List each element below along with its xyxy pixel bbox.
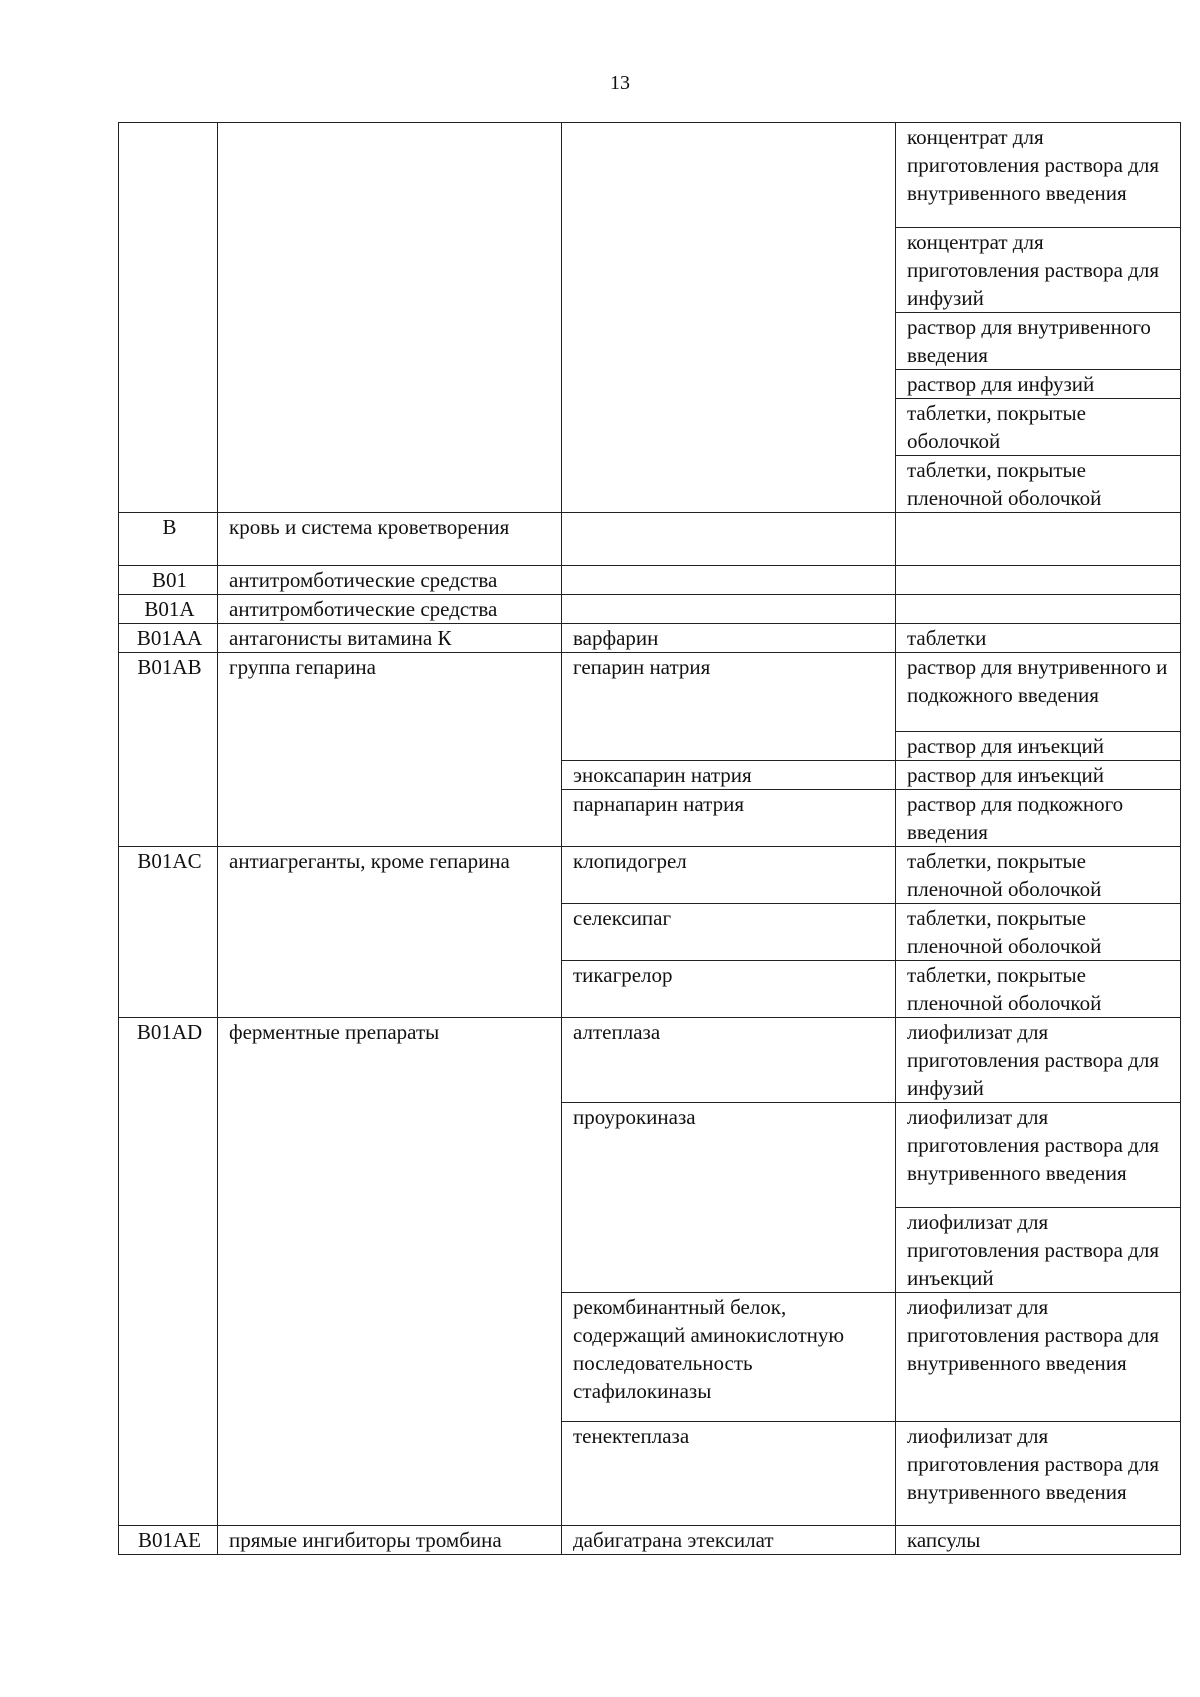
drug-name-cell bbox=[562, 513, 896, 566]
table-row bbox=[119, 1018, 1181, 1103]
dosage-form-cell: концентрат для приготовления раствора для внутривенного введения bbox=[896, 123, 1181, 228]
drug-classification-table bbox=[118, 122, 1181, 1555]
drug-name-cell: эноксапарин натрия bbox=[562, 761, 896, 790]
table-body bbox=[119, 123, 1181, 1555]
drug-name-cell: варфарин bbox=[562, 624, 896, 653]
atc-code-cell bbox=[119, 123, 218, 513]
table-row bbox=[119, 513, 1181, 566]
dosage-form-cell: таблетки, покрытые пленочной оболочкой bbox=[896, 456, 1181, 513]
drug-name-cell: дабигатрана этексилат bbox=[562, 1526, 896, 1555]
dosage-form-cell: таблетки, покрытые пленочной оболочкой bbox=[896, 961, 1181, 1018]
dosage-form-cell: таблетки, покрытые пленочной оболочкой bbox=[896, 904, 1181, 961]
atc-code-cell: B bbox=[119, 513, 218, 566]
table-row bbox=[119, 566, 1181, 595]
table-row bbox=[119, 1526, 1181, 1555]
drug-name-cell: проурокиназа bbox=[562, 1103, 896, 1293]
dosage-form-cell: лиофилизат для приготовления раствора для инъекций bbox=[896, 1208, 1181, 1293]
page-number: 13 bbox=[610, 72, 630, 94]
atc-code-cell: B01AE bbox=[119, 1526, 218, 1555]
dosage-form-cell: лиофилизат для приготовления раствора для внутривенного введения bbox=[896, 1103, 1181, 1208]
anatomical-group-cell: антитромботические средства bbox=[218, 566, 562, 595]
table-row bbox=[119, 847, 1181, 904]
atc-code-cell: B01AC bbox=[119, 847, 218, 1018]
drug-name-cell: парнапарин натрия bbox=[562, 790, 896, 847]
dosage-form-cell: концентрат для приготовления раствора для инфузий bbox=[896, 228, 1181, 313]
dosage-form-cell: раствор для инъекций bbox=[896, 761, 1181, 790]
dosage-form-cell: таблетки, покрытые оболочкой bbox=[896, 399, 1181, 456]
anatomical-group-cell: кровь и система кроветворения bbox=[218, 513, 562, 566]
table-row bbox=[119, 653, 1181, 732]
dosage-form-cell: лиофилизат для приготовления раствора для внутривенного введения bbox=[896, 1422, 1181, 1526]
dosage-form-cell: раствор для инъекций bbox=[896, 732, 1181, 761]
drug-name-cell: клопидогрел bbox=[562, 847, 896, 904]
dosage-form-cell bbox=[896, 513, 1181, 566]
drug-name-cell: гепарин натрия bbox=[562, 653, 896, 761]
dosage-form-cell: лиофилизат для приготовления раствора для внутривенного введения bbox=[896, 1293, 1181, 1422]
atc-code-cell: B01AA bbox=[119, 624, 218, 653]
atc-code-cell: B01AB bbox=[119, 653, 218, 847]
dosage-form-cell: раствор для инфузий bbox=[896, 370, 1181, 399]
dosage-form-cell: лиофилизат для приготовления раствора для инфузий bbox=[896, 1018, 1181, 1103]
drug-name-cell bbox=[562, 123, 896, 513]
dosage-form-cell: раствор для внутривенного введения bbox=[896, 313, 1181, 370]
dosage-form-cell: раствор для подкожного введения bbox=[896, 790, 1181, 847]
atc-code-cell: B01AD bbox=[119, 1018, 218, 1526]
drug-name-cell bbox=[562, 595, 896, 624]
anatomical-group-cell: группа гепарина bbox=[218, 653, 562, 847]
drug-name-cell: алтеплаза bbox=[562, 1018, 896, 1103]
anatomical-group-cell: ферментные препараты bbox=[218, 1018, 562, 1526]
anatomical-group-cell: антиагреганты, кроме гепарина bbox=[218, 847, 562, 1018]
anatomical-group-cell: антитромботические средства bbox=[218, 595, 562, 624]
drug-name-cell: селексипаг bbox=[562, 904, 896, 961]
drug-name-cell: тикагрелор bbox=[562, 961, 896, 1018]
table-row bbox=[119, 123, 1181, 228]
anatomical-group-cell: прямые ингибиторы тромбина bbox=[218, 1526, 562, 1555]
table-row bbox=[119, 595, 1181, 624]
dosage-form-cell bbox=[896, 595, 1181, 624]
anatomical-group-cell bbox=[218, 123, 562, 513]
atc-code-cell: B01 bbox=[119, 566, 218, 595]
dosage-form-cell: таблетки bbox=[896, 624, 1181, 653]
table-row bbox=[119, 624, 1181, 653]
dosage-form-cell: таблетки, покрытые пленочной оболочкой bbox=[896, 847, 1181, 904]
anatomical-group-cell: антагонисты витамина К bbox=[218, 624, 562, 653]
drug-name-cell: тенектеплаза bbox=[562, 1422, 896, 1526]
dosage-form-cell bbox=[896, 566, 1181, 595]
drug-name-cell: рекомбинантный белок, содержащий аминокислотную последовательность стафилокиназы bbox=[562, 1293, 896, 1422]
dosage-form-cell: раствор для внутривенного и подкожного введения bbox=[896, 653, 1181, 732]
drug-name-cell bbox=[562, 566, 896, 595]
atc-code-cell: B01A bbox=[119, 595, 218, 624]
dosage-form-cell: капсулы bbox=[896, 1526, 1181, 1555]
